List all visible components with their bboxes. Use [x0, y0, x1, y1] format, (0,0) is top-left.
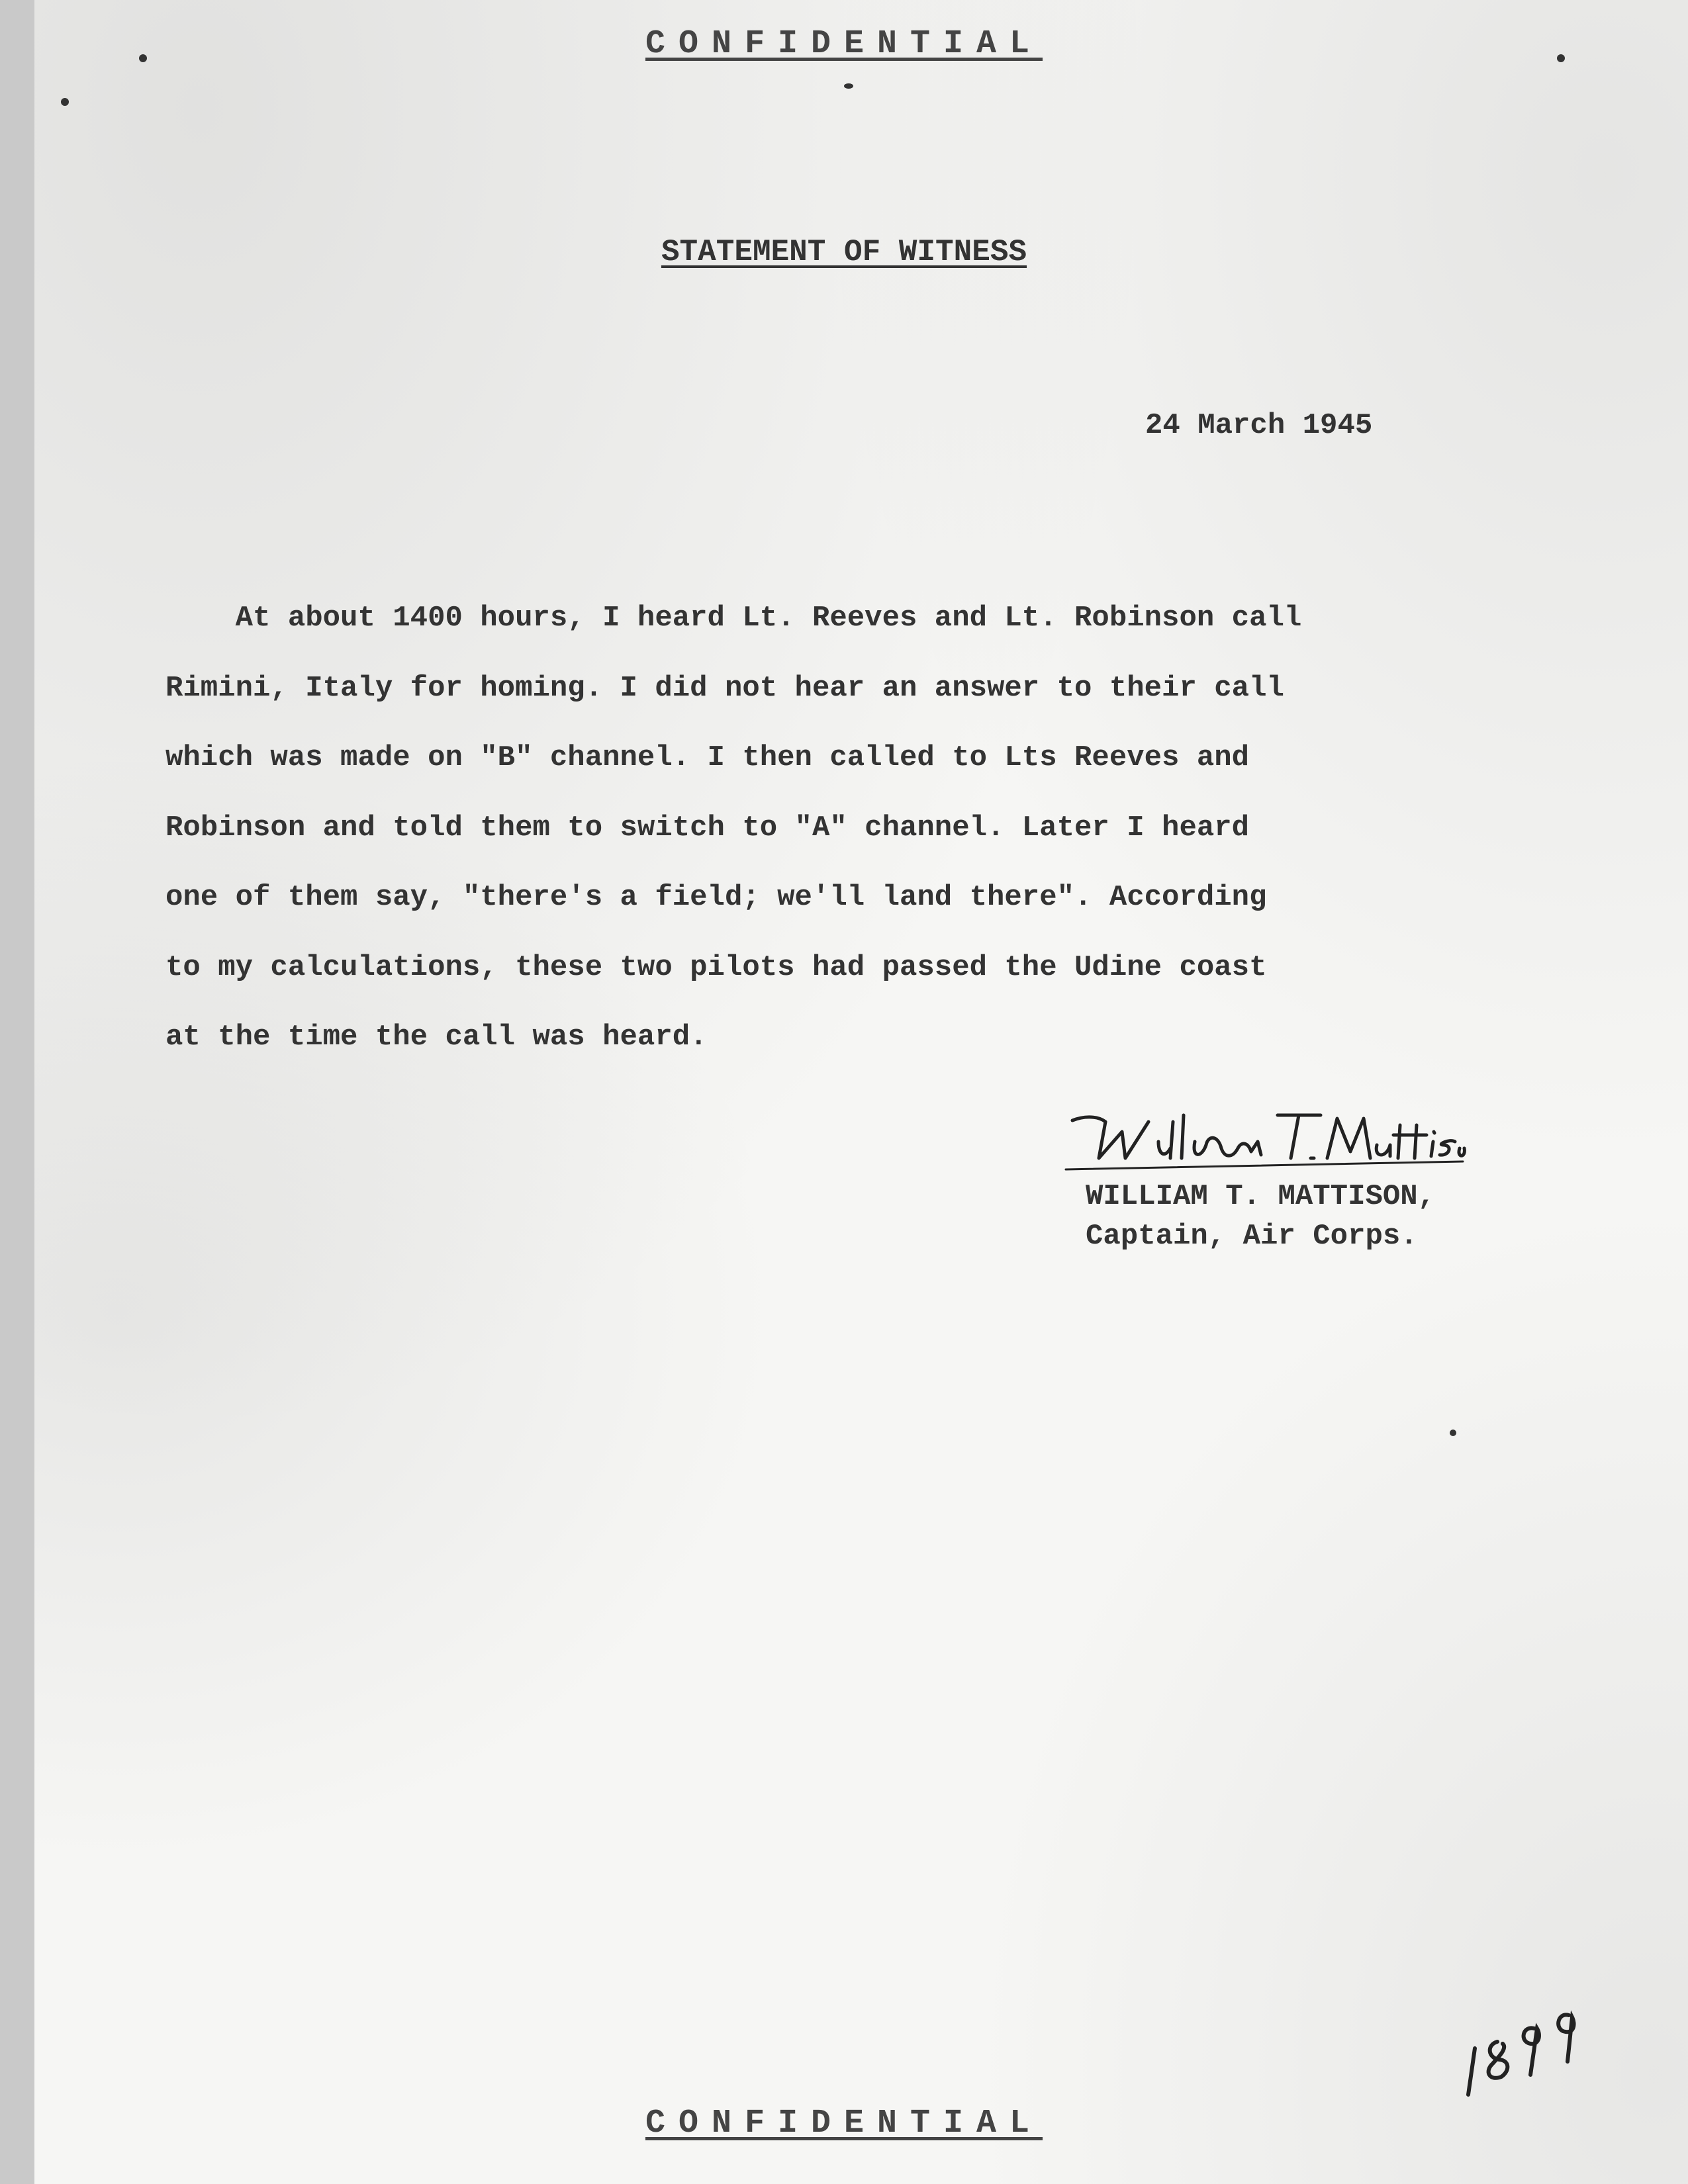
- statement-line: at the time the call was heard.: [165, 1021, 708, 1054]
- statement-line: Rimini, Italy for homing. I did not hear an answer to their call: [165, 671, 1284, 705]
- signer-block: [1086, 1177, 1435, 1256]
- scan-speck: [844, 83, 853, 89]
- statement-body: [165, 584, 1489, 1073]
- scan-margin-strip: [0, 0, 34, 2184]
- header-classification: CONFIDENTIAL: [645, 25, 1043, 63]
- statement-line: one of them say, "there's a field; we'll land there". According: [165, 881, 1267, 914]
- footer-classification: CONFIDENTIAL: [645, 2105, 1043, 2142]
- scan-speck: [61, 98, 69, 106]
- scan-speck: [139, 54, 147, 62]
- scan-speck: [1450, 1430, 1456, 1436]
- handwritten-signature: [1059, 1095, 1470, 1175]
- signer-name: WILLIAM T. MATTISON,: [1086, 1180, 1436, 1213]
- statement-line: Robinson and told them to switch to "A" channel. Later I heard: [165, 811, 1250, 844]
- handwritten-page-number: [1456, 1979, 1589, 2111]
- scan-speck: [1557, 54, 1565, 62]
- statement-line: which was made on "B" channel. I then called to Lts Reeves and: [165, 741, 1250, 774]
- document-date: 24 March 1945: [1145, 409, 1373, 442]
- statement-line: At about 1400 hours, I heard Lt. Reeves and Lt. Robinson call: [165, 602, 1302, 635]
- signer-rank: Captain, Air Corps.: [1086, 1220, 1418, 1253]
- document-page: [34, 0, 1688, 2184]
- document-title: STATEMENT OF WITNESS: [661, 235, 1027, 269]
- statement-line: to my calculations, these two pilots had passed the Udine coast: [165, 950, 1267, 984]
